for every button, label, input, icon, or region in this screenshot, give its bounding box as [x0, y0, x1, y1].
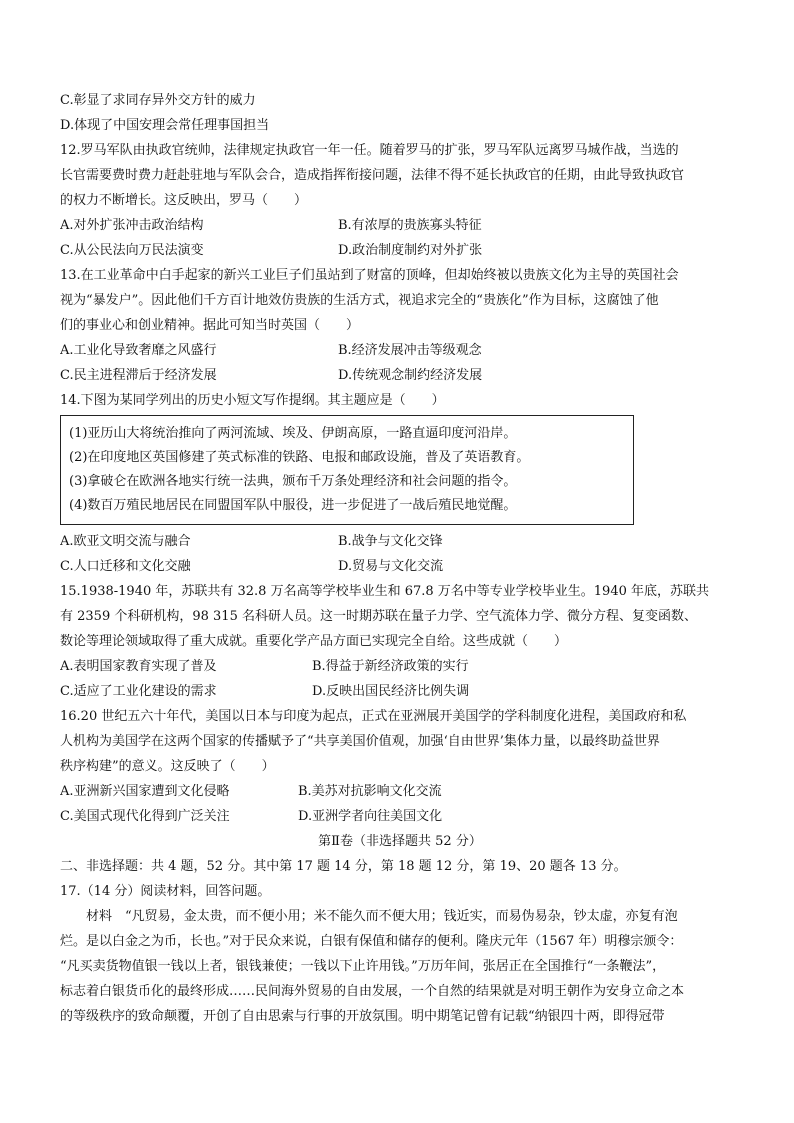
outline-item: (2)在印度地区英国修建了英式标准的铁路、电报和邮政设施，普及了英语教育。 [69, 450, 530, 465]
q12-options-row [60, 213, 740, 238]
q14-option-d: D.贸易与文化交流 [338, 559, 444, 574]
part-2-intro: 二、非选择题：共 4 题，52 分。其中第 17 题 14 分，第 18 题 12 分，第 19、20 题各 13 分。 [60, 859, 627, 874]
q15-stem-line: 有 2359 个科研机构，98 315 名科研人员。这一时期苏联在量子力学、空气流体力学、微分方程、复变函数、 [60, 609, 697, 624]
q13-option-a: A.工业化导致奢靡之风盛行 [60, 343, 217, 358]
exam-page [60, 88, 740, 1029]
q12-stem-line: 长官需要费时费力赶赴驻地与军队会合，造成指挥衔接问题，法律不得不延长执政官的任期，由此导致执政官 [60, 168, 685, 183]
question-12 [60, 138, 740, 263]
q14-option-c: C.人口迁移和文化交融 [60, 559, 191, 574]
q11-option-d: D.体现了中国安理会常任理事国担当 [60, 118, 270, 133]
q16-option-a: A.亚洲新兴国家遭到文化侵略 [60, 784, 230, 799]
material-line: 烂。是以白金之为币，长也。”对于民众来说，白银有保值和储存的便利。隆庆元年（1567 年）明穆宗颁令： [60, 934, 683, 949]
q13-stem-line: 13.在工业革命中白手起家的新兴工业巨子们虽站到了财富的顶峰，但却始终被以贵族文化为主导的英国社会 [60, 268, 679, 283]
outline-box [60, 415, 634, 525]
q17-heading: 17.（14 分）阅读材料，回答问题。 [60, 884, 271, 899]
outline-item: (3)拿破仑在欧洲各地实行统一法典，颁布千万条处理经济和社会问题的指令。 [69, 474, 517, 489]
q13-option-d: D.传统观念制约经济发展 [338, 368, 483, 383]
material-line: “凡买卖货物值银一钱以上者，银钱兼使；一钱以下止许用钱。”万历年间，张居正在全国推行“一条鞭法”， [60, 959, 666, 974]
q15-options-row [60, 679, 740, 704]
question-16 [60, 704, 740, 829]
q14-option-a: A.欧亚文明交流与融合 [60, 534, 191, 549]
question-13 [60, 263, 740, 388]
question-15 [60, 579, 740, 704]
q13-stem-line: 们的事业心和创业精神。据此可知当时英国（ ） [60, 318, 360, 333]
q12-stem-line: 的权力不断增长。这反映出，罗马（ ） [60, 193, 308, 208]
material-line: 标志着白银货币化的最终形成……民间海外贸易的自由发展，一个自然的结果就是对明王朝作为安身立命之本 [60, 984, 685, 999]
q16-option-d: D.亚洲学者向往美国文化 [298, 809, 443, 824]
q13-stem-line: 视为“暴发户”。因此他们千方百计地效仿贵族的生活方式，视追求完全的“贵族化”作为目标，这腐蚀了他 [60, 293, 659, 308]
q12-option-b: B.有浓厚的贵族寡头特征 [338, 218, 482, 233]
outline-item: (1)亚历山大将统治推向了两河流域、埃及、伊朗高原，一路直逼印度河沿岸。 [69, 426, 517, 441]
q15-stem-line: 15.1938-1940 年，苏联共有 32.8 万名高等学校毕业生和 67.8 万名中等专业学校毕业生。1940 年底，苏联共 [60, 584, 710, 599]
q14-options-row [60, 554, 740, 579]
outline-item: (4)数百万殖民地居民在同盟国军队中服役，进一步促进了一战后殖民地觉醒。 [69, 498, 517, 513]
q15-options-row [60, 654, 740, 679]
q15-option-d: D.反映出国民经济比例失调 [312, 684, 470, 699]
part-2-title: 第Ⅱ卷（非选择题共 52 分） [318, 834, 482, 849]
q12-option-a: A.对外扩张冲击政治结构 [60, 218, 204, 233]
question-14 [60, 388, 740, 579]
material-line: 材料 “凡贸易，金太贵，而不便小用；米不能久而不便大用；钱近实，而易伪易杂，钞太虚，亦复有泡 [86, 909, 678, 924]
q12-stem-line: 12.罗马军队由执政官统帅，法律规定执政官一年一任。随着罗马的扩张，罗马军队远离罗马城作战，当选的 [60, 143, 679, 158]
q16-options-row [60, 779, 740, 804]
q13-options-row [60, 338, 740, 363]
q15-option-a: A.表明国家教育实现了普及 [60, 659, 217, 674]
q16-option-c: C.美国式现代化得到广泛关注 [60, 809, 230, 824]
q12-option-c: C.从公民法向万民法演变 [60, 243, 204, 258]
q16-option-b: B.美苏对抗影响文化交流 [298, 784, 442, 799]
q15-option-c: C.适应了工业化建设的需求 [60, 684, 217, 699]
q15-option-b: B.得益于新经济政策的实行 [312, 659, 469, 674]
q16-stem-line: 人机构为美国学在这两个国家的传播赋予了“共享美国价值观，加强‘自由世界’集体力量，以最终助益世界 [60, 734, 660, 749]
q14-options-row [60, 529, 740, 554]
q13-option-c: C.民主进程滞后于经济发展 [60, 368, 217, 383]
material-line: 的等级秩序的致命颠覆，开创了自由思索与行事的开放氛围。明中期笔记曾有记载“纳银四十两，即得冠带 [60, 1009, 665, 1024]
q11-option-c: C.彰显了求同存异外交方针的威力 [60, 93, 256, 108]
part-2 [60, 829, 740, 1029]
q13-option-b: B.经济发展冲击等级观念 [338, 343, 482, 358]
q14-option-b: B.战争与文化交锋 [338, 534, 443, 549]
q13-options-row [60, 363, 740, 388]
q16-stem-line: 16.20 世纪五六十年代，美国以日本与印度为起点，正式在亚洲展开美国学的学科制度化进程，美国政府和私 [60, 709, 687, 724]
q12-options-row [60, 238, 740, 263]
q14-stem: 14.下图为某同学列出的历史小短文写作提纲。其主题应是（ ） [60, 393, 445, 408]
q15-stem-line: 数论等理论领域取得了重大成就。重要化学产品方面已实现完全自给。这些成就（ ） [60, 634, 568, 649]
q12-option-d: D.政治制度制约对外扩张 [338, 243, 483, 258]
q16-options-row [60, 804, 740, 829]
q16-stem-line: 秩序构建”的意义。这反映了（ ） [60, 759, 275, 774]
